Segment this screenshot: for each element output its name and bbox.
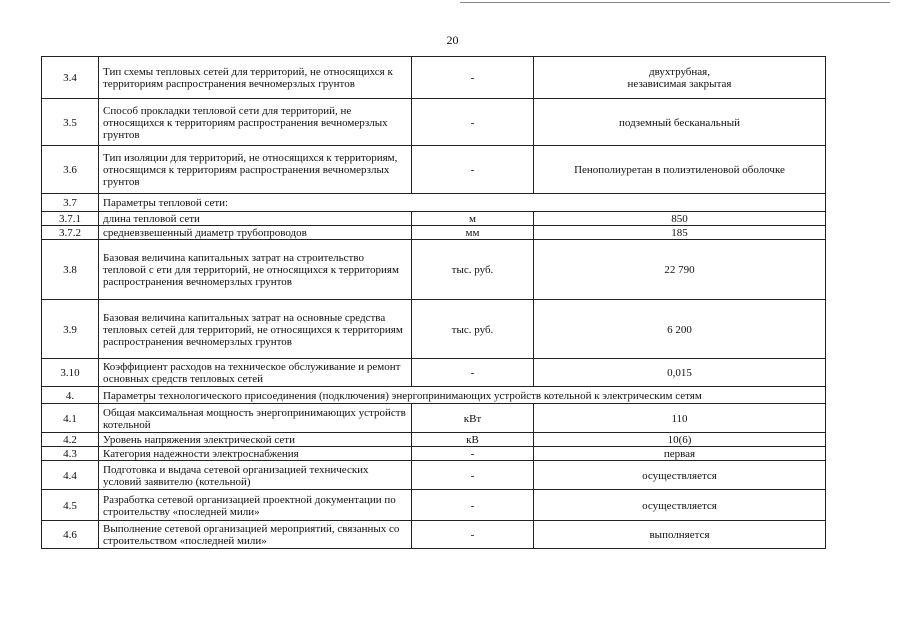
row-value-cell: 185 [534, 226, 826, 240]
table-row [42, 461, 826, 490]
row-unit-cell: кВ [412, 433, 534, 447]
table-row [42, 212, 826, 226]
row-parameter-cell: Базовая величина капитальных затрат на основные средства тепловых сетей для территорий, не относящихся к территориям распространения вечномерзлых грунтов [99, 300, 412, 359]
top-rule [460, 2, 890, 3]
row-parameter-cell: Базовая величина капитальных затрат на строительство тепловой с ети для территорий, не относящихся к территориям распространения вечномерзлых грунтов [99, 240, 412, 300]
row-parameter-cell: Способ прокладки тепловой сети для территорий, не относящихся к территориям распространения вечномерзлых грунтов [99, 99, 412, 146]
row-value-cell: подземный бесканальный [534, 99, 826, 146]
table-row [42, 433, 826, 447]
row-parameter-cell: Подготовка и выдача сетевой организацией технических условий заявителю (котельной) [99, 461, 412, 490]
row-parameter-cell: Тип изоляции для территорий, не относящихся к территориям, относящимся к территориям распространения вечномерзлых грунтов [99, 146, 412, 194]
row-unit-cell: - [412, 359, 534, 387]
row-value-cell: осуществляется [534, 490, 826, 521]
row-number-cell: 4.3 [42, 447, 99, 461]
row-parameter-cell: Общая максимальная мощность энергопринимающих устройств котельной [99, 404, 412, 433]
row-value-cell: выполняется [534, 521, 826, 549]
table-row [42, 194, 826, 212]
row-number-cell: 4.5 [42, 490, 99, 521]
row-unit-cell: тыс. руб. [412, 240, 534, 300]
table-row [42, 447, 826, 461]
table-row [42, 99, 826, 146]
row-value-cell: осуществляется [534, 461, 826, 490]
row-number-cell: 4.2 [42, 433, 99, 447]
row-number-cell: 3.7 [42, 194, 99, 212]
row-number-cell: 3.5 [42, 99, 99, 146]
row-unit-cell: м [412, 212, 534, 226]
row-number-cell: 3.6 [42, 146, 99, 194]
table-row [42, 226, 826, 240]
row-value-cell: 10(6) [534, 433, 826, 447]
row-number-cell: 3.9 [42, 300, 99, 359]
table-row [42, 490, 826, 521]
row-value-cell: 22 790 [534, 240, 826, 300]
row-value-cell: двухтрубная, независимая закрытая [534, 57, 826, 99]
row-value-cell: 6 200 [534, 300, 826, 359]
row-value-cell: первая [534, 447, 826, 461]
row-section-title-cell: Параметры технологического присоединения (подключения) энергопринимающих устройств котельной к электрическим сетям [99, 387, 826, 404]
row-unit-cell: - [412, 146, 534, 194]
row-unit-cell: кВт [412, 404, 534, 433]
row-parameter-cell: Разработка сетевой организацией проектной документации по строительству «последней мили» [99, 490, 412, 521]
row-parameter-cell: Уровень напряжения электрической сети [99, 433, 412, 447]
row-number-cell: 3.8 [42, 240, 99, 300]
row-parameter-cell: средневзвешенный диаметр трубопроводов [99, 226, 412, 240]
row-parameter-cell: Коэффициент расходов на техническое обслуживание и ремонт основных средств тепловых сетей [99, 359, 412, 387]
row-value-cell: 0,015 [534, 359, 826, 387]
row-unit-cell: - [412, 447, 534, 461]
parameters-table [41, 56, 826, 549]
row-number-cell: 4. [42, 387, 99, 404]
table-row [42, 404, 826, 433]
row-number-cell: 3.7.1 [42, 212, 99, 226]
row-number-cell: 4.1 [42, 404, 99, 433]
row-unit-cell: - [412, 490, 534, 521]
table-row [42, 300, 826, 359]
page-number: 20 [446, 33, 459, 47]
row-unit-cell: - [412, 57, 534, 99]
table-row [42, 240, 826, 300]
table-row [42, 146, 826, 194]
table-row [42, 521, 826, 549]
table-row [42, 387, 826, 404]
table-row [42, 57, 826, 99]
row-number-cell: 4.6 [42, 521, 99, 549]
row-number-cell: 4.4 [42, 461, 99, 490]
row-value-cell: Пенополиуретан в полиэтиленовой оболочке [534, 146, 826, 194]
row-section-title-cell: Параметры тепловой сети: [99, 194, 826, 212]
row-parameter-cell: Выполнение сетевой организацией мероприятий, связанных со строительством «последней мили» [99, 521, 412, 549]
row-unit-cell: - [412, 461, 534, 490]
row-number-cell: 3.4 [42, 57, 99, 99]
table-row [42, 359, 826, 387]
row-unit-cell: тыс. руб. [412, 300, 534, 359]
row-parameter-cell: Тип схемы тепловых сетей для территорий, не относящихся к территориям распространения вечномерзлых грунтов [99, 57, 412, 99]
row-value-cell: 110 [534, 404, 826, 433]
row-unit-cell: - [412, 99, 534, 146]
row-number-cell: 3.7.2 [42, 226, 99, 240]
row-parameter-cell: длина тепловой сети [99, 212, 412, 226]
row-unit-cell: мм [412, 226, 534, 240]
row-parameter-cell: Категория надежности электроснабжения [99, 447, 412, 461]
table-body [42, 57, 826, 549]
row-unit-cell: - [412, 521, 534, 549]
row-value-cell: 850 [534, 212, 826, 226]
row-number-cell: 3.10 [42, 359, 99, 387]
